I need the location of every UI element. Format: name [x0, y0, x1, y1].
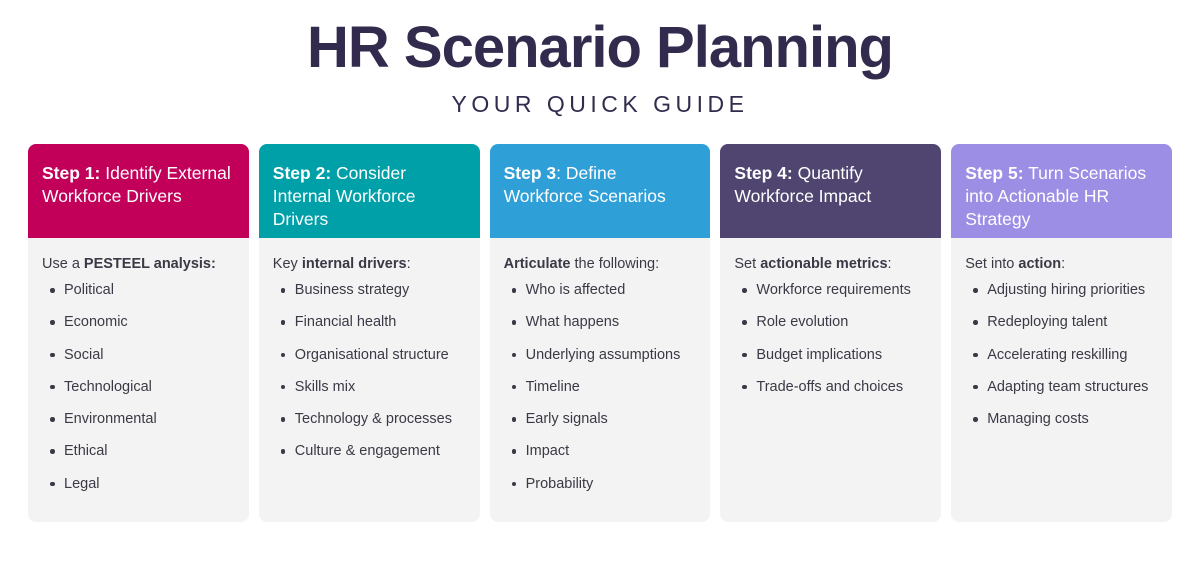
lead-prefix-2: Key: [272, 255, 302, 272]
list-item: Organisational structure: [295, 345, 466, 367]
lead-prefix-4: Set: [734, 255, 761, 272]
step-label-5: Step 5:: [965, 162, 1024, 183]
page-subtitle: YOUR QUICK GUIDE: [451, 90, 749, 117]
step-title-2: Consider Internal Workforce Drivers: [272, 162, 416, 230]
list-item: Financial health: [295, 312, 466, 334]
list-item: Budget implications: [756, 345, 927, 367]
step-body-3: [490, 238, 711, 522]
lead-suffix-4: :: [887, 255, 892, 272]
list-item: Timeline: [526, 377, 697, 399]
lead-suffix-3: the following:: [570, 255, 660, 272]
list-item: Economic: [64, 312, 235, 334]
step-label-4: Step 4:: [734, 162, 793, 183]
list-item: Adapting team structures: [987, 377, 1158, 399]
step-label-1: Step 1:: [42, 162, 101, 183]
step-lead-2: [273, 254, 466, 274]
list-item: Adjusting hiring priorities: [987, 280, 1158, 302]
list-item: Redeploying talent: [987, 312, 1158, 334]
list-item: Early signals: [526, 409, 697, 431]
list-item: Ethical: [64, 441, 235, 463]
list-item: Technology & processes: [295, 409, 466, 431]
step-header-5: [951, 144, 1172, 238]
step-label-2: Step 2:: [272, 162, 332, 183]
lead-bold-4: actionable metrics: [760, 255, 888, 272]
list-item: Workforce requirements: [756, 280, 927, 302]
step-title-4: Quantify Workforce Impact: [734, 162, 872, 206]
list-item: Culture & engagement: [295, 441, 466, 463]
list-item: Who is affected: [526, 280, 697, 302]
step-lead-1: [42, 254, 235, 274]
lead-bold-1: PESTEEL analysis:: [83, 255, 216, 272]
step-body-5: [951, 238, 1172, 522]
step-body-1: [28, 238, 249, 522]
lead-bold-3: Articulate: [503, 255, 571, 272]
list-item: Impact: [526, 441, 697, 463]
step-title-1: Identify External Workforce Drivers: [42, 162, 231, 206]
header: [0, 0, 1200, 118]
list-item: Skills mix: [295, 377, 466, 399]
step-header-2: [259, 144, 480, 238]
list-item: What happens: [526, 312, 697, 334]
lead-prefix-1: Use a: [42, 255, 84, 272]
list-item: Managing costs: [987, 409, 1158, 431]
step-column-1: [28, 144, 249, 522]
list-item: Underlying assumptions: [526, 345, 697, 367]
list-item: Probability: [526, 474, 697, 496]
step-lead-5: [965, 254, 1158, 274]
list-item: Trade-offs and choices: [756, 377, 927, 399]
step-header-4: [720, 144, 941, 238]
list-item: Technological: [64, 377, 235, 399]
step-column-3: [490, 144, 711, 522]
list-item: Political: [64, 280, 235, 302]
list-item: Environmental: [64, 409, 235, 431]
list-item: Role evolution: [756, 312, 927, 334]
step-title-3: : Define Workforce Scenarios: [503, 162, 666, 206]
step-body-2: [259, 238, 480, 522]
step-column-4: [720, 144, 941, 522]
step-list-1: [42, 280, 235, 495]
steps-container: [0, 144, 1200, 522]
step-column-2: [259, 144, 480, 522]
lead-suffix-2: :: [406, 255, 411, 272]
list-item: Business strategy: [295, 280, 466, 302]
step-list-3: [504, 280, 697, 495]
list-item: Legal: [64, 474, 235, 496]
step-lead-3: [504, 254, 697, 274]
list-item: Accelerating reskilling: [987, 345, 1158, 367]
lead-prefix-5: Set into: [965, 255, 1019, 272]
step-list-5: [965, 280, 1158, 431]
page-title: HR Scenario Planning: [307, 15, 893, 80]
step-header-3: [490, 144, 711, 238]
lead-bold-2: internal drivers: [301, 255, 407, 272]
step-title-5: Turn Scenarios into Actionable HR Strategy: [965, 162, 1147, 230]
lead-bold-5: action: [1018, 255, 1062, 272]
list-item: Social: [64, 345, 235, 367]
step-label-3: Step 3: [503, 162, 557, 183]
step-column-5: [951, 144, 1172, 522]
step-list-4: [734, 280, 927, 399]
step-header-1: [28, 144, 249, 238]
step-body-4: [720, 238, 941, 522]
step-lead-4: [734, 254, 927, 274]
step-list-2: [273, 280, 466, 463]
lead-suffix-5: :: [1061, 255, 1066, 272]
